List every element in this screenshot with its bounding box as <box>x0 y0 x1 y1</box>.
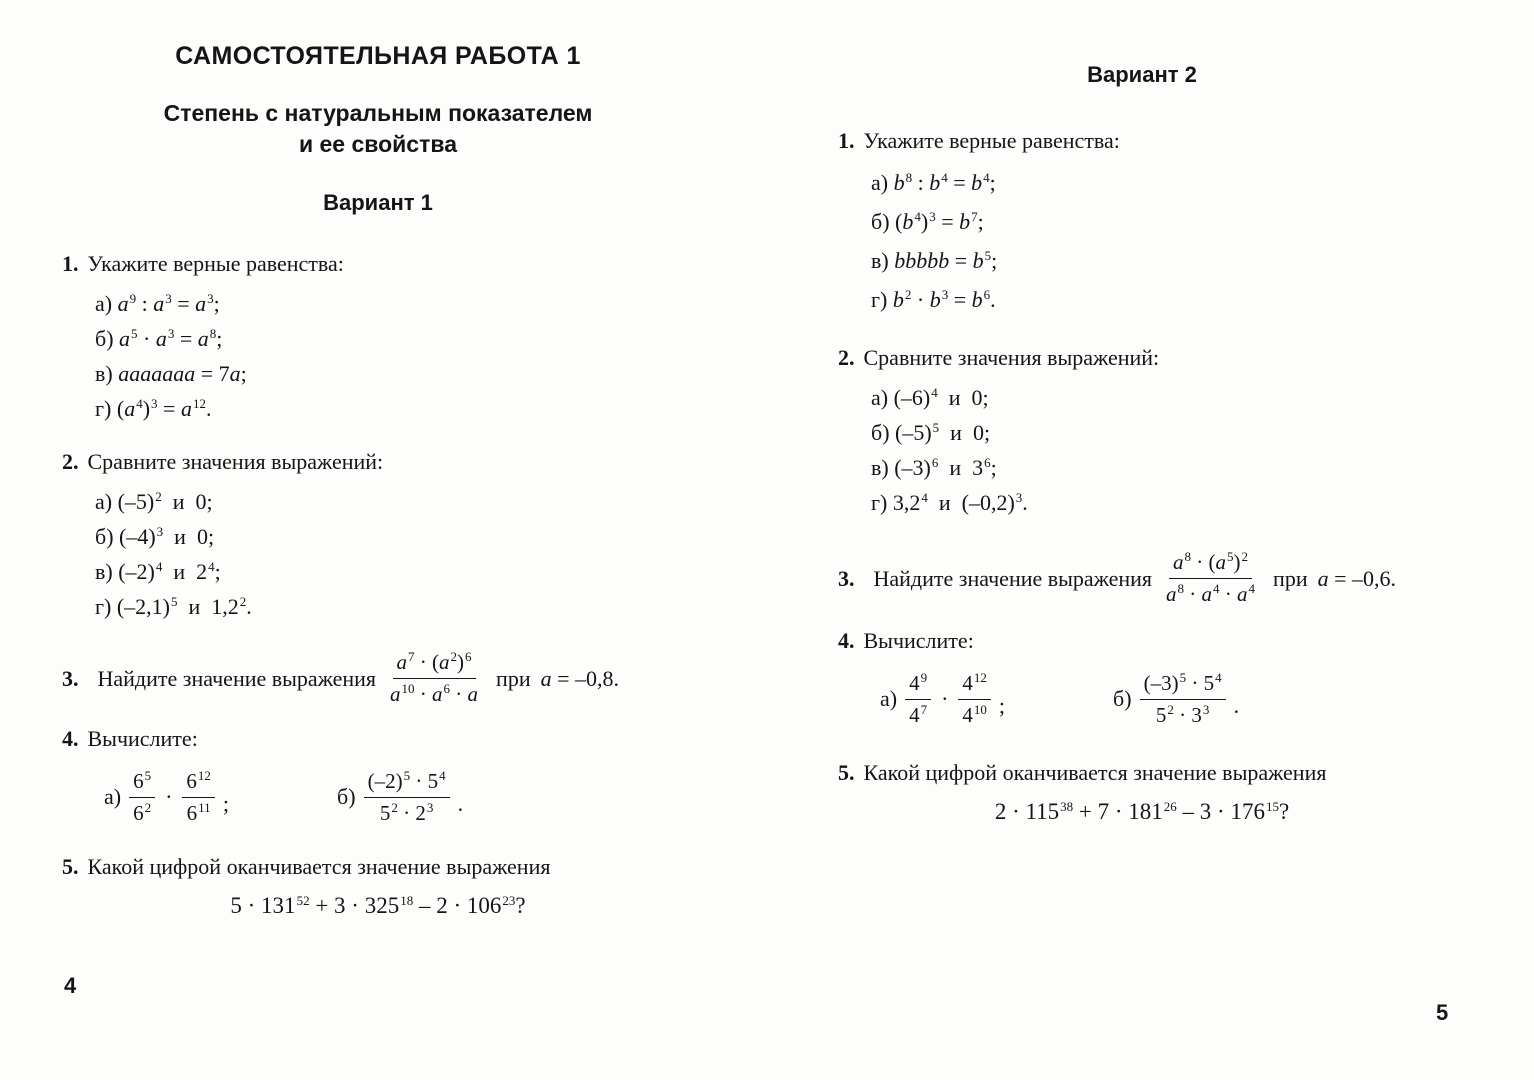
fraction-numerator: $a^7 \cdot (a^2)^6$ <box>393 649 476 679</box>
problem-text: Какой цифрой оканчивается значение выражения <box>87 854 551 880</box>
fraction <box>958 670 991 730</box>
list-item: а) $b^8$ : $b^4 = b^4$; <box>871 169 996 195</box>
fraction <box>386 649 482 709</box>
expression-a <box>880 670 1005 730</box>
item-label: а) <box>104 784 122 810</box>
list-item: б) $(b^4)^3 = b^7$; <box>871 208 984 234</box>
list-item: в) $(-3)^6$ и $3^6$; <box>871 454 997 480</box>
fraction-numerator: $6^5$ <box>129 768 155 798</box>
problem-number: 1. <box>62 251 79 277</box>
list-item: в) aaaaaaa = 7a; <box>95 361 247 387</box>
multiply-dot: · <box>165 784 173 810</box>
list-item: в) $(-2)^4$ и $2^4$; <box>95 558 221 585</box>
problem-heading <box>62 449 694 475</box>
condition-word: при <box>1273 565 1308 591</box>
list-item: г) $(a^4)^3 = a^{12}$. <box>95 395 212 422</box>
page-left <box>62 42 694 919</box>
fraction-denominator: $4^7$ <box>909 701 928 727</box>
problem-number: 3. <box>62 665 79 691</box>
answer-list <box>95 484 694 624</box>
condition-value: a = –0,6. <box>1317 565 1397 591</box>
problem-3-right <box>838 549 1446 609</box>
fraction <box>1162 549 1259 609</box>
fraction <box>364 768 450 828</box>
problem-text: Вычислите: <box>863 627 974 653</box>
problem-number: 1. <box>838 128 855 153</box>
condition-word: при <box>496 665 531 691</box>
list-item: г) $3,2^4$ и $(-0,2)^3$. <box>871 489 1028 515</box>
problem-1-right <box>838 128 1446 319</box>
expression-a <box>104 768 229 828</box>
condition-value: a = –0,8. <box>540 665 620 691</box>
answer-list <box>95 286 694 426</box>
punctuation: . <box>457 791 464 817</box>
problem-number: 2. <box>838 345 855 370</box>
fraction-numerator: $(-2)^5 \cdot 5^4$ <box>364 768 450 798</box>
problem-text: Найдите значение выражения <box>873 565 1153 591</box>
fraction <box>905 670 931 730</box>
worksheet-subtitle <box>62 98 694 160</box>
answer-list <box>871 380 1446 520</box>
problem-text: Какой цифрой оканчивается значение выражения <box>863 760 1327 786</box>
fraction-denominator: $5^2 \cdot 3^3$ <box>1155 701 1210 727</box>
problem-text: Найдите значение выражения <box>97 665 377 691</box>
page-right <box>838 62 1446 825</box>
fraction <box>1140 670 1226 730</box>
list-item: б) $a^5 \cdot a^3 = a^8$; <box>95 325 223 352</box>
problem-text: Укажите верные равенства: <box>863 128 1120 153</box>
multiply-dot: · <box>941 686 949 712</box>
problem-number: 2. <box>62 449 79 475</box>
fraction-denominator: $6^2$ <box>133 799 152 825</box>
fraction-numerator: $(-3)^5 \cdot 5^4$ <box>1140 670 1226 700</box>
worksheet-title: САМОСТОЯТЕЛЬНАЯ РАБОТА 1 <box>175 42 581 70</box>
problem-number: 4. <box>62 725 79 751</box>
expression: $5 \cdot 131^{52} + 3 \cdot 325^{18} - 2 \cdot 106^{23}$? <box>230 892 526 919</box>
list-item: г) $(-2,1)^5$ и $1,2^2$. <box>95 593 252 620</box>
problem-5-right <box>838 760 1446 825</box>
fraction-numerator: $4^9$ <box>905 670 931 700</box>
problem-5-left <box>62 854 694 919</box>
fraction-denominator: $a^{10} \cdot a^6 \cdot a$ <box>390 681 479 707</box>
problem-heading <box>838 128 1446 154</box>
fraction-denominator: $4^{10}$ <box>962 701 987 727</box>
problem-number: 5. <box>838 760 855 786</box>
punctuation: . <box>1233 693 1240 719</box>
fraction <box>182 768 215 828</box>
fraction-numerator: $6^{12}$ <box>182 768 215 798</box>
item-label: б) <box>1113 686 1132 712</box>
problem-number: 4. <box>838 627 855 653</box>
problem-text: Сравните значения выражений: <box>863 345 1160 370</box>
fraction-denominator: $6^{11}$ <box>186 799 211 825</box>
problem-4-right <box>838 628 1446 730</box>
item-label: а) <box>880 686 898 712</box>
variant-2-heading: Вариант 2 <box>1087 62 1197 87</box>
list-item: б) $(-5)^5$ и 0; <box>871 419 991 445</box>
page-number-4: 4 <box>64 973 77 998</box>
list-item: в) bbbbb = $b^5$; <box>871 247 998 273</box>
fraction <box>129 768 155 828</box>
problem-number: 3. <box>838 565 855 591</box>
problem-4-left <box>62 726 694 828</box>
fraction-numerator: $4^{12}$ <box>958 670 991 700</box>
problem-1-left <box>62 251 694 426</box>
fraction-denominator: $5^2 \cdot 2^3$ <box>379 799 434 825</box>
problem-2-left <box>62 449 694 624</box>
expression: $2 \cdot 115^{38} + 7 \cdot 181^{26} - 3 \cdot 176^{15}$? <box>994 798 1290 825</box>
calc-row <box>104 768 694 828</box>
list-item: а) $(-5)^2$ и 0; <box>95 488 213 515</box>
worksheet-subtitle-line2: и ее свойства <box>298 131 457 158</box>
problem-heading <box>62 854 694 880</box>
fraction-numerator: $a^8 \cdot (a^5)^2$ <box>1169 549 1252 579</box>
problem-3-left <box>62 649 694 709</box>
punctuation: ; <box>998 693 1006 719</box>
punctuation: ; <box>222 791 230 817</box>
worksheet-subtitle-line1: Степень с натуральным показателем <box>163 100 593 126</box>
problem-text: Сравните значения выражений: <box>87 449 384 475</box>
expression-b <box>337 768 463 828</box>
item-label: б) <box>337 784 356 810</box>
problem-heading <box>62 726 694 752</box>
page-number-5: 5 <box>1436 1000 1449 1025</box>
fraction-denominator: $a^8 \cdot a^4 \cdot a^4$ <box>1166 581 1256 607</box>
list-item: а) $(-6)^4$ и 0; <box>871 384 989 410</box>
problem-text: Вычислите: <box>87 725 198 751</box>
variant-1-heading: Вариант 1 <box>323 190 433 216</box>
problem-heading <box>838 345 1446 371</box>
problem-heading <box>838 760 1446 786</box>
problem-text: Укажите верные равенства: <box>87 251 344 277</box>
list-item: б) $(-4)^3$ и 0; <box>95 523 215 550</box>
problem-heading <box>838 628 1446 654</box>
calc-row <box>880 670 1446 730</box>
problem-heading <box>62 251 694 277</box>
list-item: а) $a^9$ : $a^3 = a^3$; <box>95 290 220 317</box>
problem-number: 5. <box>62 854 79 880</box>
expression-b <box>1113 670 1239 730</box>
list-item: г) $b^2 \cdot b^3 = b^6$. <box>871 286 996 312</box>
problem-2-right <box>838 345 1446 520</box>
answer-list <box>871 163 1446 319</box>
